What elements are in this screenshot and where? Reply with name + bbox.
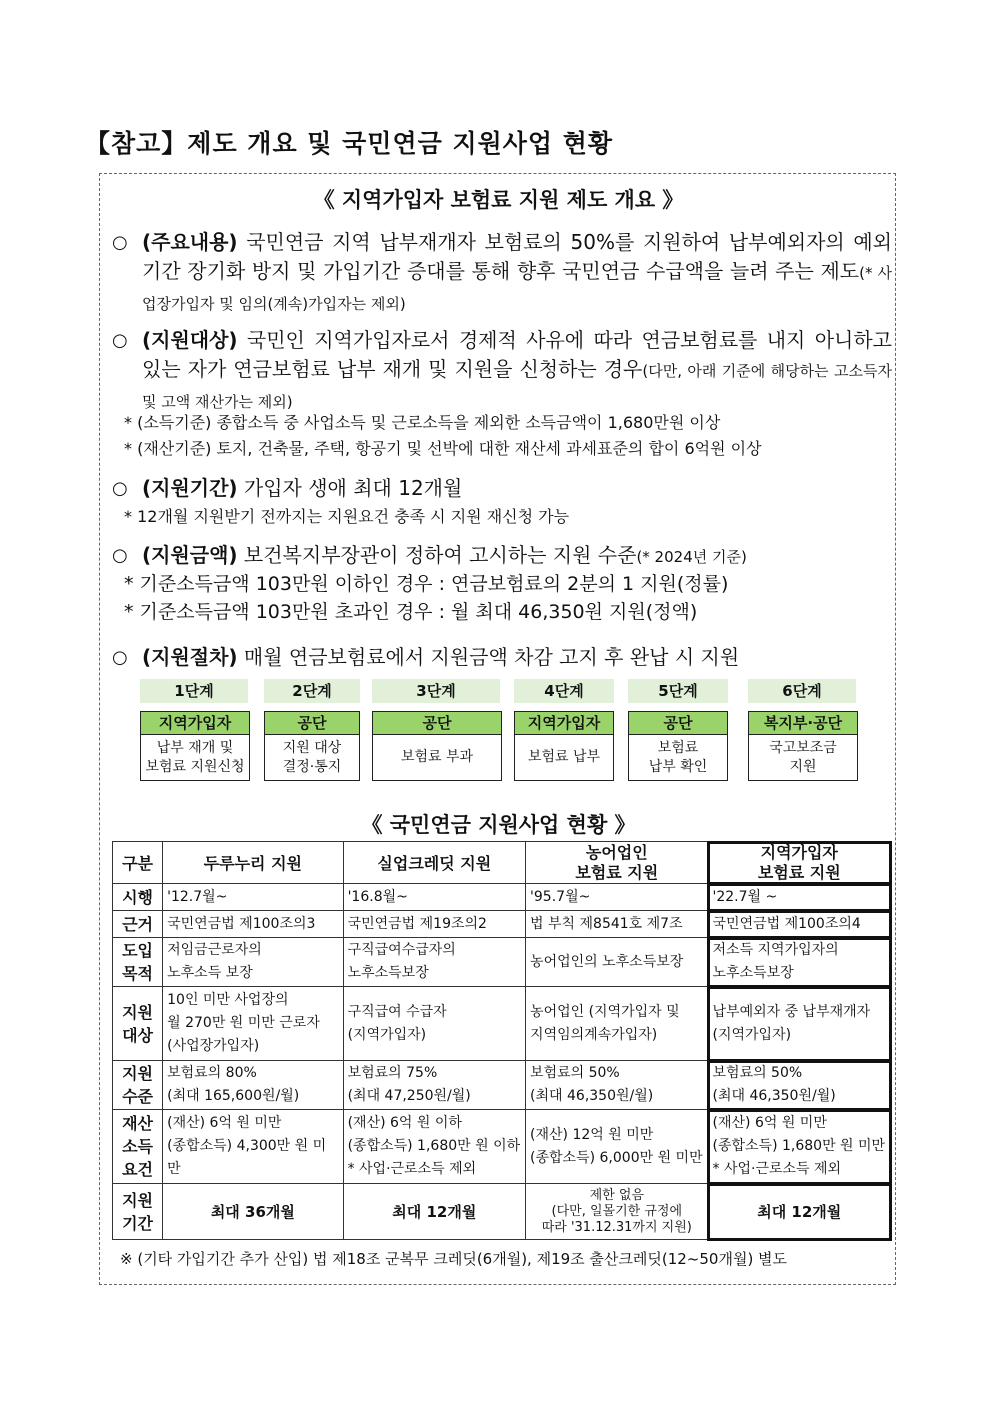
table-cell: 구직급여 수급자 (지역가입자) — [343, 987, 525, 1061]
header-cell: 지역가입자 보험료 지원 — [708, 842, 890, 884]
circle-bullet-icon: ○ — [112, 478, 128, 499]
bullet-note: (* 2024년 기준) — [636, 548, 747, 566]
row-header: 시행 — [113, 884, 163, 911]
table-cell: 제한 없음 (다만, 일몰기한 규정에 따라 '31.12.31까지 지원) — [526, 1184, 708, 1240]
table-cell: (재산) 12억 원 미만 (종합소득) 6,000만 원 미만 — [526, 1110, 708, 1184]
table-cell: (재산) 6억 원 미만 (종합소득) 1,680만 원 미만 * 사업·근로소득 제외 — [708, 1110, 890, 1184]
table-cell: 납부예외자 중 납부재개자 (지역가입자) — [708, 987, 890, 1061]
bullet-text: 매월 연금보험료에서 지원금액 차감 고지 후 완납 시 지원 — [237, 645, 740, 669]
step-desc: 보험료 납부 확인 — [648, 739, 708, 775]
step-actor: 지역가입자 — [515, 712, 613, 735]
bullet-label: (지원절차) — [142, 645, 238, 669]
table-row — [113, 938, 891, 987]
row-header: 지원 수준 — [113, 1061, 163, 1110]
bullet-note: (다만, 아래 기준에 해당하는 고소득자 및 고액 재산가는 제외) — [142, 362, 892, 411]
table-cell: 최대 12개월 — [708, 1184, 890, 1240]
page-title: 【참고】제도 개요 및 국민연금 지원사업 현황 — [85, 129, 614, 158]
table-header-row — [113, 842, 891, 884]
table-cell: 국민연금법 제19조의2 — [343, 911, 525, 938]
bullet-target — [112, 326, 892, 417]
bullet-period — [112, 474, 892, 503]
table-cell: 보험료의 50% (최대 46,350원/월) — [708, 1061, 890, 1110]
bullet-procedure — [112, 643, 892, 672]
table-cell: 10인 미만 사업장의 월 270만 원 미만 근로자 (사업장가입자) — [163, 987, 343, 1061]
note-property: * (재산기준) 토지, 건축물, 주택, 항공기 및 선박에 대한 재산세 과세표준의 합이 6억원 이상 — [124, 439, 762, 458]
header-cell: 실업크레딧 지원 — [343, 842, 525, 884]
bullet-label: (지원기간) — [142, 476, 238, 500]
bullet-text: 가입자 생애 최대 12개월 — [237, 476, 463, 500]
table-title: 《 국민연금 지원사업 현황 》 — [361, 813, 636, 837]
step-label: 2단계 — [264, 679, 360, 703]
table-row — [113, 884, 891, 911]
header-cell: 구분 — [113, 842, 163, 884]
content-box — [99, 173, 896, 1285]
circle-bullet-icon: ○ — [112, 232, 128, 253]
note-period: * 12개월 지원받기 전까지는 지원요건 충족 시 지원 재신청 가능 — [124, 507, 570, 526]
step-label: 6단계 — [748, 679, 856, 703]
step-label: 5단계 — [628, 679, 728, 703]
note-income: * (소득기준) 종합소득 중 사업소득 및 근로소득을 제외한 소득금액이 1,680만원 이상 — [124, 413, 721, 432]
row-header: 재산 소득 요건 — [113, 1110, 163, 1184]
table-cell: 법 부칙 제8541호 제7조 — [526, 911, 708, 938]
step-desc: 지원 대상 결정·통지 — [282, 739, 342, 775]
bullet-main-content — [112, 228, 892, 319]
circle-bullet-icon: ○ — [112, 545, 128, 566]
table-cell: 국민연금법 제100조의3 — [163, 911, 343, 938]
note-amount-1: * 기준소득금액 103만원 이하인 경우 : 연금보험료의 2분의 1 지원(정률) — [124, 573, 729, 595]
table-row — [113, 1061, 891, 1110]
table-cell: '12.7월~ — [163, 884, 343, 911]
table-cell: 구직급여수급자의 노후소득보장 — [343, 938, 525, 987]
bullet-text: 보건복지부장관이 정하여 고시하는 지원 수준 — [237, 543, 637, 567]
bullet-label: (지원금액) — [142, 543, 238, 567]
step-card — [628, 711, 728, 781]
table-cell: 저소득 지역가입자의 노후소득보장 — [708, 938, 890, 987]
support-programs-table — [112, 841, 891, 1240]
step-actor: 공단 — [265, 712, 359, 735]
overview-title: 《 지역가입자 보험료 지원 제도 개요 》 — [313, 188, 684, 212]
step-actor: 공단 — [629, 712, 727, 735]
step-actor: 공단 — [373, 712, 501, 735]
row-header: 도입 목적 — [113, 938, 163, 987]
table-cell: '22.7월 ~ — [708, 884, 890, 911]
step-label: 3단계 — [372, 679, 500, 703]
circle-bullet-icon: ○ — [112, 647, 128, 668]
table-cell: 최대 12개월 — [343, 1184, 525, 1240]
header-cell: 농어업인 보험료 지원 — [526, 842, 708, 884]
step-desc: 납부 재개 및 보험료 지원신청 — [145, 739, 245, 775]
bullet-text: 국민연금 지역 납부재개자 보험료의 50%를 지원하여 납부예외자의 예외기간 장기화 방지 및 가입기간 증대를 통해 향후 국민연금 수급액을 늘려 주는 제도 — [142, 230, 892, 283]
circle-bullet-icon: ○ — [112, 330, 128, 351]
step-actor: 지역가입자 — [141, 712, 249, 735]
step-desc: 보험료 부과 — [400, 749, 474, 765]
table-cell: 농어업인의 노후소득보장 — [526, 938, 708, 987]
bullet-label: (지원대상) — [142, 328, 238, 352]
table-cell: 농어업인 (지역가입자 및 지역임의계속가입자) — [526, 987, 708, 1061]
row-header: 근거 — [113, 911, 163, 938]
table-cell: 보험료의 80% (최대 165,600원/월) — [163, 1061, 343, 1110]
row-header: 지원 대상 — [113, 987, 163, 1061]
note-amount-2: * 기준소득금액 103만원 초과인 경우 : 월 최대 46,350원 지원(정액) — [124, 601, 698, 623]
step-label: 1단계 — [140, 679, 248, 703]
table-cell: 보험료의 50% (최대 46,350원/월) — [526, 1061, 708, 1110]
step-desc: 국고보조금 지원 — [769, 739, 837, 775]
table-cell: '95.7월~ — [526, 884, 708, 911]
step-card — [372, 711, 502, 781]
step-label: 4단계 — [514, 679, 614, 703]
table-cell: (재산) 6억 원 이하 (종합소득) 1,680만 원 이하 * 사업·근로소득 제외 — [343, 1110, 525, 1184]
bullet-text: 국민인 지역가입자로서 경제적 사유에 따라 연금보험료를 내지 아니하고 있는 자가 연금보험료 납부 재개 및 지원을 신청하는 경우 — [142, 328, 892, 381]
step-card — [748, 711, 858, 781]
step-desc: 보험료 납부 — [527, 749, 601, 765]
bullet-label: (주요내용) — [142, 230, 238, 254]
table-footer-note: ※ (기타 가입기간 추가 산입) 법 제18조 군복무 크레딧(6개월), 제19조 출산크레딧(12~50개월) 별도 — [120, 1250, 788, 1268]
header-cell: 두루누리 지원 — [163, 842, 343, 884]
table-row — [113, 911, 891, 938]
table-row — [113, 1184, 891, 1240]
procedure-steps — [140, 679, 860, 779]
table-cell: '16.8월~ — [343, 884, 525, 911]
table-cell: (재산) 6억 원 미만 (종합소득) 4,300만 원 미만 — [163, 1110, 343, 1184]
table-cell: 국민연금법 제100조의4 — [708, 911, 890, 938]
table-cell: 저임금근로자의 노후소득 보장 — [163, 938, 343, 987]
step-card — [140, 711, 250, 781]
step-card — [514, 711, 614, 781]
step-actor: 복지부·공단 — [749, 712, 857, 735]
table-cell: 보험료의 75% (최대 47,250원/월) — [343, 1061, 525, 1110]
table-row — [113, 1110, 891, 1184]
table-cell: 최대 36개월 — [163, 1184, 343, 1240]
bullet-amount — [112, 541, 892, 572]
row-header: 지원 기간 — [113, 1184, 163, 1240]
bullet-note: (* 사업장가입자 및 임의(계속)가입자는 제외) — [142, 264, 892, 313]
table-row — [113, 987, 891, 1061]
step-card — [264, 711, 360, 781]
